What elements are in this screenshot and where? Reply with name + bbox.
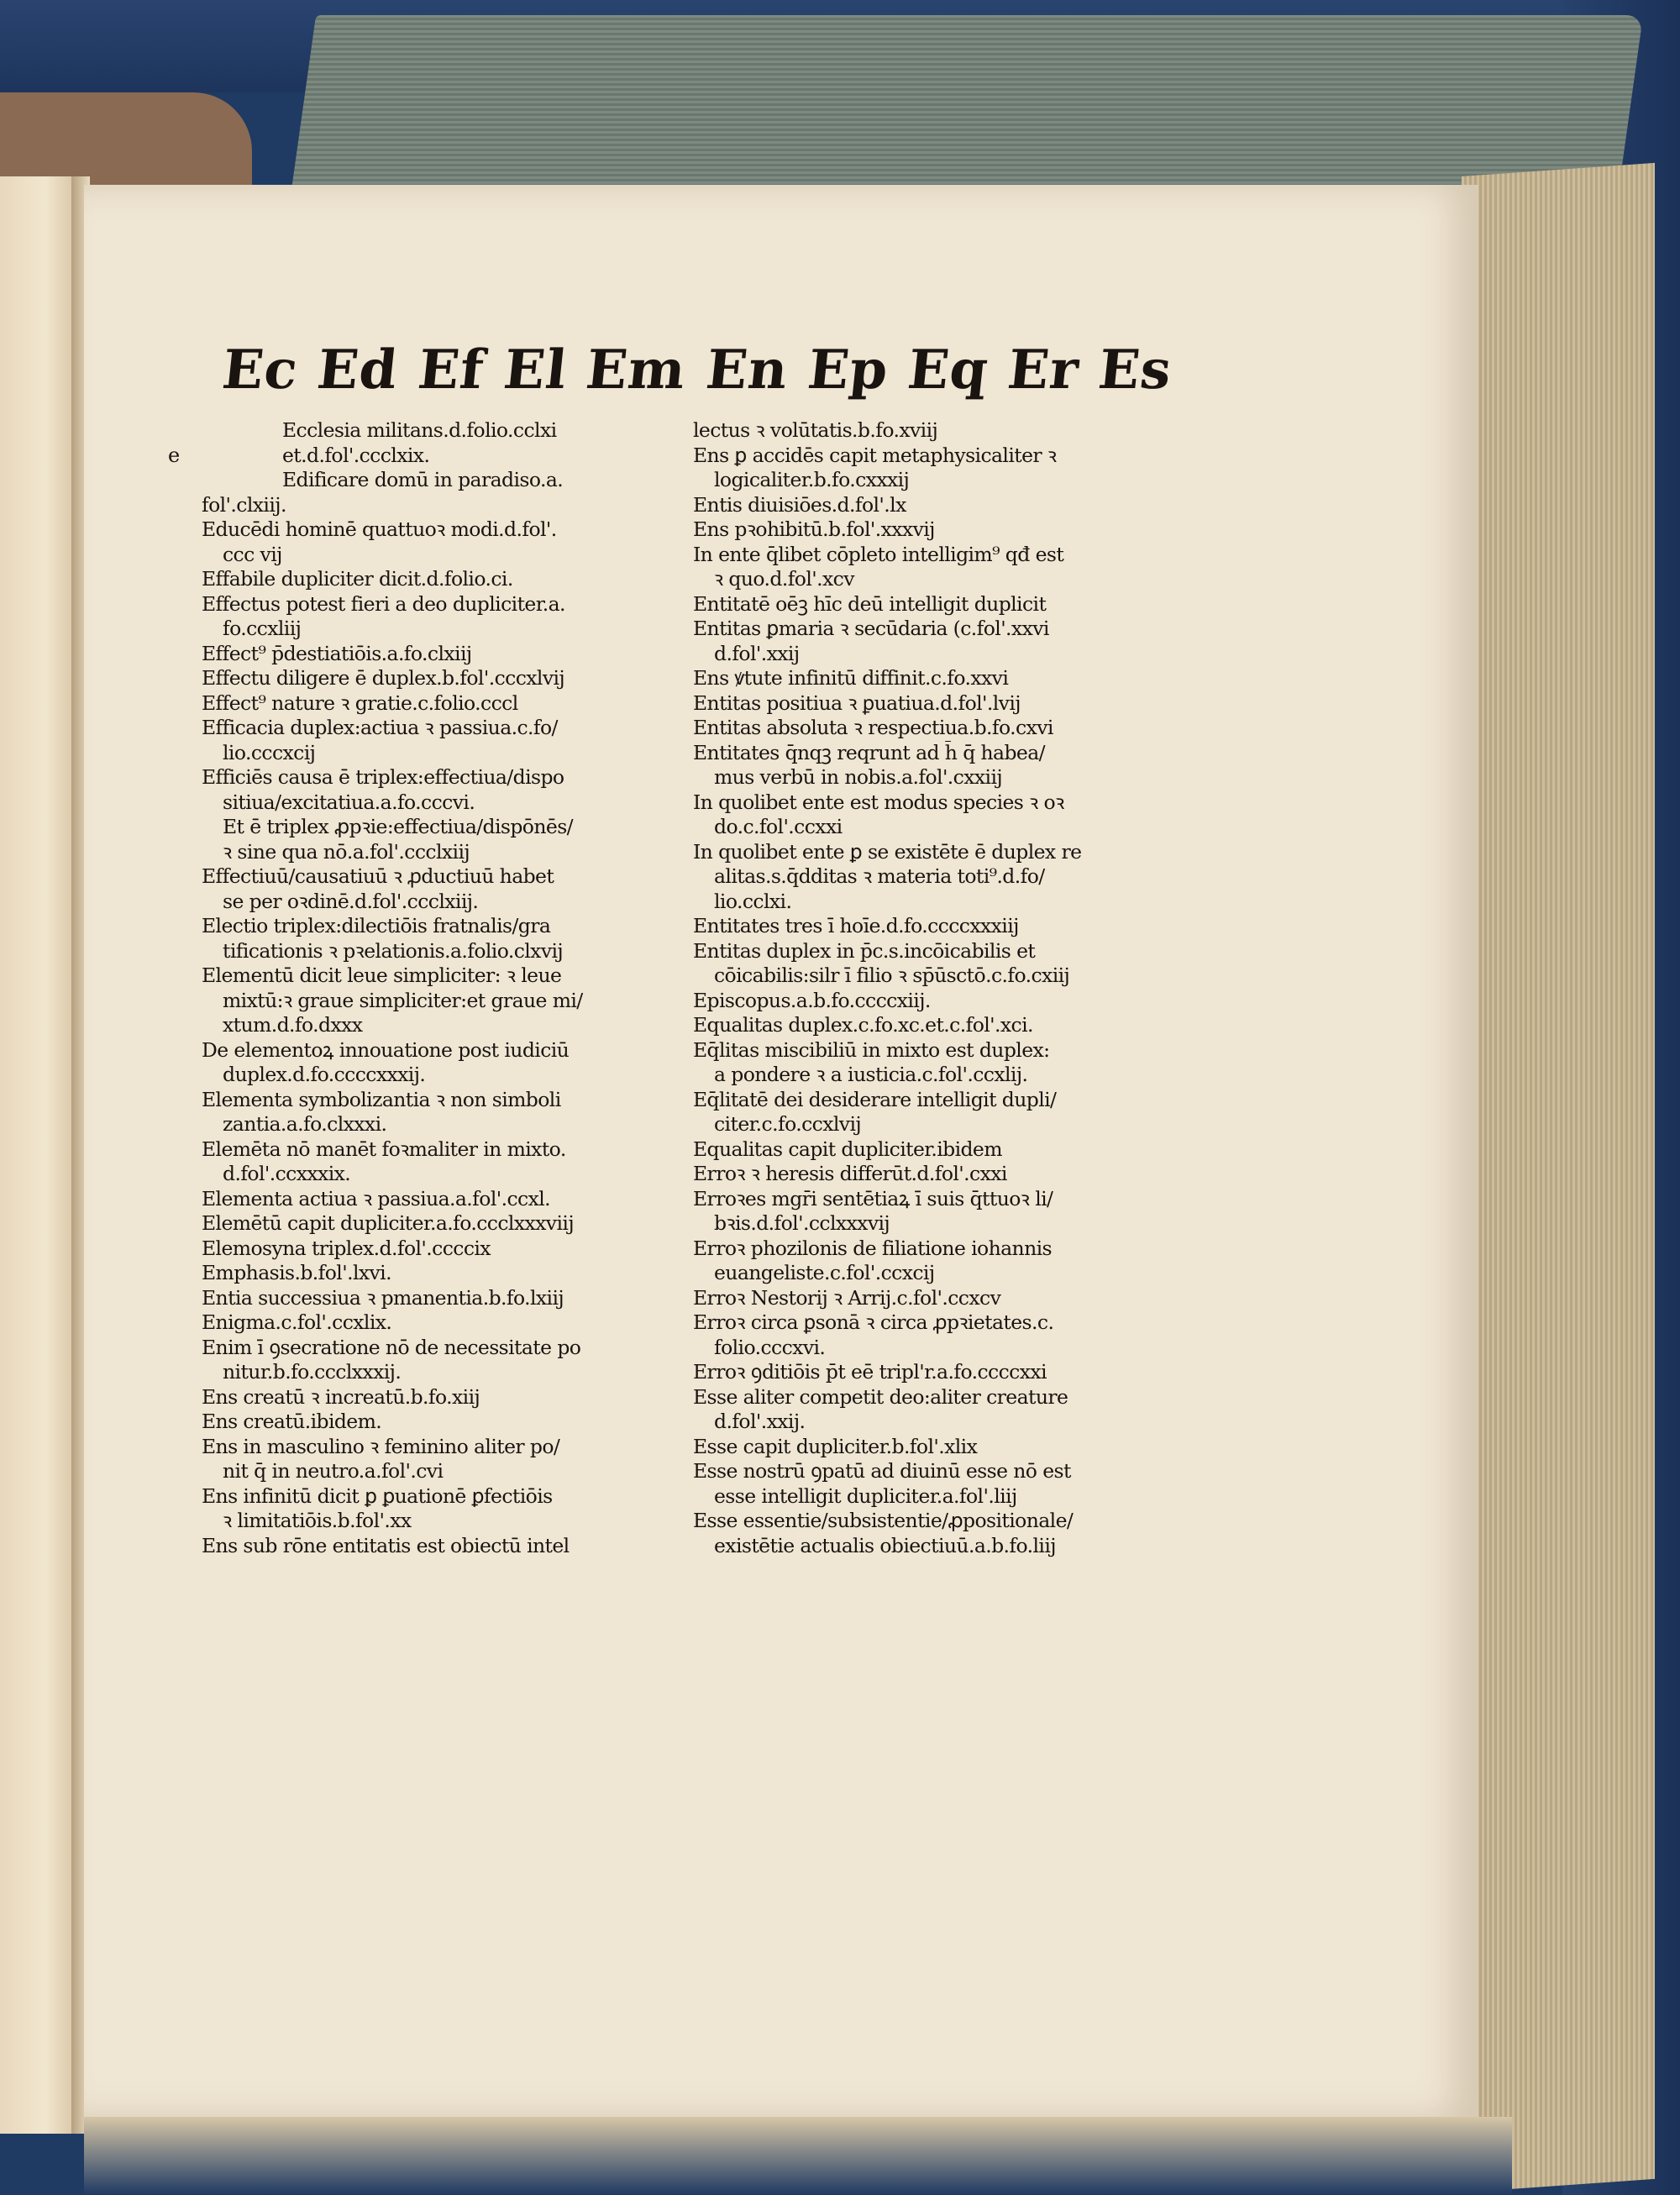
index-entry: ꝛ quo.d.fol'.xcv: [714, 567, 854, 591]
index-entry: In ente q̄libet cōpleto intelligim⁹ qđ est: [693, 542, 1064, 566]
index-entry: se per oꝛdinē.d.fol'.ccclxiij.: [223, 889, 479, 913]
left-page-edge: [0, 176, 76, 2134]
index-entry: ꝛ sine qua nō.a.fol'.ccclxiij: [223, 839, 470, 864]
index-entry: Emphasis.b.fol'.lxvi.: [202, 1261, 391, 1284]
binding-spine: [0, 92, 252, 185]
index-entry: ccc vij: [223, 542, 282, 566]
header-letter: El: [500, 338, 570, 402]
index-entry: Esse aliter competit deo:aliter creature: [693, 1384, 1068, 1409]
header-letter: Em: [583, 338, 690, 402]
header-letter: Ed: [314, 338, 402, 402]
header-letter: Ef: [414, 338, 487, 402]
index-entry: Ens in masculino ꝛ feminino aliter po/: [202, 1434, 560, 1458]
index-entry: duplex.d.fo.ccccxxxij.: [223, 1063, 426, 1086]
index-entry: existētie actualis obiectiuū.a.b.fo.liij: [714, 1533, 1056, 1557]
index-entry: Entia successiua ꝛ pmanentia.b.fo.lxiij: [202, 1285, 564, 1310]
index-entry: Esse capit dupliciter.b.fol'.xlix: [693, 1434, 978, 1458]
index-entry: Eq̄litas miscibiliū in mixto est duplex:: [693, 1037, 1050, 1062]
index-entry: Effectiuū/causatiuū ꝛ ꝓductiuū habet: [202, 864, 554, 888]
index-entry: In quolibet ente est modus species ꝛ oꝛ: [693, 790, 1064, 814]
index-entry: Entitas absoluta ꝛ respectiua.b.fo.cxvi: [693, 716, 1053, 739]
index-entry: sitiua/excitatiua.a.fo.cccvi.: [223, 790, 475, 814]
header-letter: Es: [1095, 338, 1175, 402]
index-entry: Elementū dicit leue simpliciter: ꝛ leue: [202, 964, 562, 987]
index-entry: De elementoꝝ innouatione post iudiciū: [202, 1037, 570, 1062]
index-entry: Efficacia duplex:actiua ꝛ passiua.c.fo/: [202, 716, 558, 739]
index-entry: xtum.d.fo.dxxx: [223, 1013, 363, 1037]
index-entry: Efficiēs causa ē triplex:effectiua/dispo: [202, 765, 564, 789]
index-entry: Effabile dupliciter dicit.d.folio.ci.: [202, 567, 513, 591]
index-entry: do.c.fol'.ccxxi: [714, 815, 843, 838]
index-entry: Entitates q̄nqꝫ reqrunt ad h̄ q̄ habea/: [693, 740, 1045, 764]
index-entry: Effect⁹ nature ꝛ gratie.c.folio.cccl: [202, 691, 518, 715]
index-entry: Entis diuisiōes.d.fol'.lx: [693, 492, 906, 517]
header-letter: En: [702, 338, 791, 402]
index-entry: Enim ī ꝯsecratione nō de necessitate po: [202, 1335, 581, 1359]
index-entry: cōicabilis:silr ī filio ꝛ sp̄ūsctō.c.fo.cxiij: [714, 964, 1070, 987]
index-entry: Ecclesia militans.d.folio.cclxi: [282, 418, 557, 442]
index-entry: Ens creatū.ibidem.: [202, 1410, 382, 1433]
index-entry: esse intelligit dupliciter.a.fol'.liij: [714, 1483, 1017, 1508]
index-entry: Ens ꝟtute infinitū diffinit.c.fo.xxvi: [693, 666, 1009, 690]
index-entry: nit q̄ in neutro.a.fol'.cvi: [223, 1459, 444, 1483]
index-entry: In quolibet ente ꝑ se existēte ē duplex re: [693, 839, 1082, 864]
index-entry: a pondere ꝛ a iusticia.c.fol'.ccxlij.: [714, 1063, 1028, 1086]
index-entry: fo.ccxliij: [223, 617, 302, 640]
index-entry: Et ē triplex ꝓpꝛie:effectiua/dispōnēs/: [223, 815, 573, 838]
index-entry: Esse nostrū ꝯpatū ad diuinū esse nō est: [693, 1459, 1071, 1483]
index-entry: Elementa actiua ꝛ passiua.a.fol'.ccxl.: [202, 1186, 551, 1210]
index-entry: Entitas duplex in p̄c.s.incōicabilis et: [693, 938, 1036, 963]
index-entry: Effect⁹ p̄destiatiōis.a.fo.clxiij: [202, 641, 472, 665]
header-letter: Ec: [219, 338, 302, 402]
index-entry: Eq̄litatē dei desiderare intelligit dupli/: [693, 1087, 1057, 1111]
index-entry: ꝛ limitatiōis.b.fol'.xx: [223, 1509, 412, 1532]
index-entry: Erroꝛ phozilonis de filiatione iohannis: [693, 1236, 1052, 1260]
index-entry: lio.cccxcij: [223, 740, 316, 764]
index-entry: et.d.fol'.ccclxix.: [282, 443, 430, 467]
index-entry: Ens pꝛohibitū.b.fol'.xxxvij: [693, 517, 935, 541]
index-entry: citer.c.fo.ccxlvij: [714, 1112, 862, 1136]
index-entry: d.fol'.xxij.: [714, 1410, 806, 1433]
header-letter: Ep: [804, 338, 892, 402]
index-entry: Episcopus.a.b.fo.ccccxiij.: [693, 988, 931, 1012]
left-index-column: [168, 418, 655, 1558]
index-entry: Erroꝛ Nestorij ꝛ Arrij.c.fol'.ccxcv: [693, 1285, 1001, 1310]
index-entry: Erroꝛ ꝛ heresis differūt.d.fol'.cxxi: [693, 1162, 1007, 1185]
index-entry: folio.cccxvi.: [714, 1335, 826, 1359]
index-entry: tificationis ꝛ pꝛelationis.a.folio.clxvij: [223, 938, 564, 963]
index-entry: Erroꝛ circa ꝑsonā ꝛ circa ꝓpꝛietates.c.: [693, 1310, 1054, 1334]
index-entry: Entitatē oēꝫ hīc deū intelligit duplicit: [693, 591, 1047, 616]
index-entry: lectus ꝛ volūtatis.b.fo.xviij: [693, 418, 938, 442]
index-entry: Ens sub rōne entitatis est obiectū intel: [202, 1533, 570, 1557]
margin-mark: e: [168, 443, 181, 467]
index-entry: Entitas positiua ꝛ ꝑuatiua.d.fol'.lvij: [693, 691, 1021, 715]
index-entry: Erroꝛ ꝯditiōis p̄t eē tripl'r.a.fo.ccccxxi: [693, 1360, 1047, 1384]
index-entry: Equalitas capit dupliciter.ibidem: [693, 1137, 1002, 1161]
running-header: [219, 332, 1175, 407]
index-entry: d.fol'.ccxxxix.: [223, 1162, 351, 1185]
index-entry: Elemosyna triplex.d.fol'.ccccix: [202, 1236, 491, 1260]
index-entry: fol'.clxiij.: [202, 492, 286, 517]
index-entry: Esse essentie/subsistentie/ꝓpositionale/: [693, 1509, 1074, 1532]
header-letter: Eq: [904, 338, 992, 402]
index-entry: Elemēta nō manēt foꝛmaliter in mixto.: [202, 1137, 566, 1161]
page-fore-edge: [1462, 163, 1655, 2192]
index-entry: zantia.a.fo.clxxxi.: [223, 1112, 387, 1136]
index-entry: Entitates tres ī hoīe.d.fo.ccccxxxiij: [693, 914, 1019, 937]
index-entry: Ens ꝑ accidēs capit metaphysicaliter ꝛ: [693, 443, 1057, 467]
index-entry: Ens creatū ꝛ increatū.b.fo.xiij: [202, 1384, 480, 1409]
index-entry: nitur.b.fo.ccclxxxij.: [223, 1360, 402, 1384]
index-entry: Electio triplex:dilectiōis fratnalis/gra: [202, 914, 551, 937]
index-entry: mus verbū in nobis.a.fol'.cxxiij: [714, 765, 1003, 789]
book-top-edge: [289, 15, 1643, 208]
index-entry: Erroꝛes mgr̄i sentētiaꝝ ī suis q̄ttuoꝛ li/: [693, 1186, 1053, 1210]
page-bottom-edge: [84, 2117, 1512, 2195]
index-entry: mixtū:ꝛ graue simpliciter:et graue mi/: [223, 988, 583, 1012]
index-entry: logicaliter.b.fo.cxxxij: [714, 468, 910, 491]
index-entry: lio.cclxi.: [714, 889, 792, 913]
index-entry: bꝛis.d.fol'.cclxxxvij: [714, 1211, 890, 1235]
index-entry: Effectu diligere ē duplex.b.fol'.cccxlvij: [202, 666, 565, 690]
index-entry: Enigma.c.fol'.ccxlix.: [202, 1310, 392, 1334]
index-entry: d.fol'.xxij: [714, 641, 800, 665]
right-index-column: [693, 418, 1147, 1558]
index-entry: alitas.s.q̄dditas ꝛ materia toti⁹.d.fo/: [714, 864, 1045, 888]
index-entry: Edificare domū in paradiso.a.: [282, 468, 564, 491]
index-entry: Elemētū capit dupliciter.a.fo.ccclxxxviij: [202, 1211, 575, 1235]
index-entry: Entitas ꝑmaria ꝛ secūdaria (c.fol'.xxvi: [693, 617, 1049, 640]
index-entry: Elementa symbolizantia ꝛ non simboli: [202, 1087, 561, 1111]
index-entry: Ens infinitū dicit ꝑ ꝑuationē ꝑfectiōis: [202, 1483, 553, 1508]
header-letter: Er: [1004, 338, 1083, 402]
index-entry: Effectus potest fieri a deo dupliciter.a.: [202, 591, 565, 616]
index-entry: Educēdi hominē quattuoꝛ modi.d.fol'.: [202, 517, 557, 541]
index-entry: euangeliste.c.fol'.ccxcij: [714, 1261, 935, 1284]
index-entry: Equalitas duplex.c.fo.xc.et.c.fol'.xci.: [693, 1013, 1033, 1037]
